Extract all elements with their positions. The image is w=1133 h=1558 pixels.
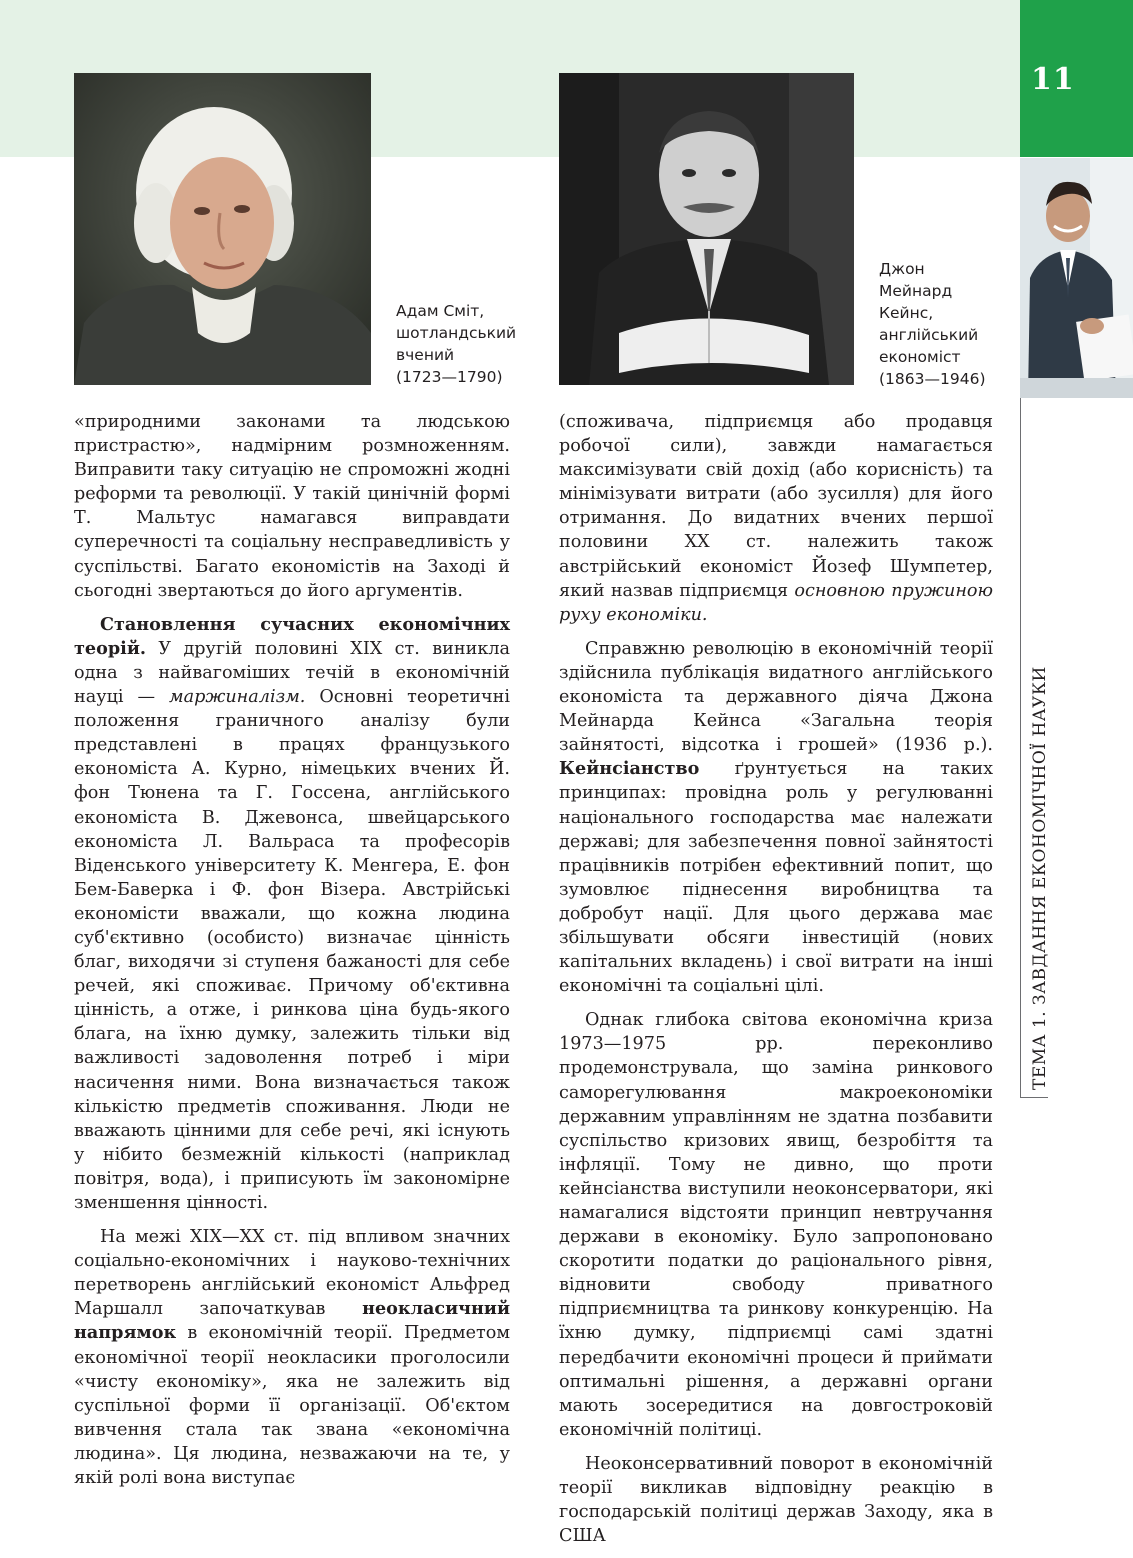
paragraph-text: ґрунтується на таких принципах: провідна роль у регулюванні національного господарства має належати державі; для забезпечення повної зайнятості працівників потрібен ефективний попит, що зумовлює піднесення виробництва та добробут нації. Для цього держава має збільшувати обсяги інвестицій (нових капітальних вкладень) і свої витрати на інші економічні та соціальні цілі. <box>559 759 993 997</box>
caption-line: Адам Сміт, <box>396 302 485 320</box>
side-rule <box>1020 398 1021 1098</box>
caption-line: вчений <box>396 346 455 364</box>
paragraph: Неоконсервативний поворот в економічній теорії викликав відповідну реакцію в господарській політиці держав Заходу, яка в США <box>559 1453 993 1547</box>
caption-line: (1863—1946) <box>879 370 986 388</box>
section-heading: Становлення сучасних економічних теорій. <box>74 613 510 659</box>
page-number: 11 <box>1031 62 1075 97</box>
paragraph <box>559 637 993 998</box>
topic-title-vertical: ТЕМА 1. ЗАВДАННЯ ЕКОНОМІЧНОЇ НАУКИ <box>1030 666 1050 1090</box>
text-column-left <box>74 410 510 1500</box>
caption-line: (1723—1790) <box>396 368 503 386</box>
caption-line: Джон <box>879 260 925 278</box>
paragraph: «природними законами та людською пристрастю», надмірним розмноженням. Виправити таку ситуацію не спроможні жодні реформи та революції. У такій цинічній формі Т. Мальтус намагався виправдати суперечності та соціальну несправедливість у суспільстві. Багато економістів на Заході й сьогодні звертаються до його аргументів. <box>74 412 510 601</box>
portrait-john-maynard-keynes <box>559 73 854 385</box>
caption-line: Мейнард <box>879 282 953 300</box>
paragraph <box>74 1225 510 1490</box>
paragraph-text: Справжню революцію в економічній теорії здійснила публікація видатного англійського економіста та державного діяча Джона Мейнарда Кейнса «Загальна теорія зайнятості, відсотка і грошей» (1936 р.). <box>559 638 993 756</box>
side-rule-tick <box>1020 1097 1048 1098</box>
text-column-right <box>559 410 993 1558</box>
caption-line: англійський <box>879 326 979 344</box>
term-bold: Кейнсіанство <box>559 758 700 780</box>
term-italic: основною пружиною руху економіки. <box>559 580 993 625</box>
paragraph <box>559 410 993 627</box>
caption-line: Кейнс, <box>879 304 934 322</box>
caption-line: економіст <box>879 348 961 366</box>
term-bold: неокласичний напрямок <box>74 1298 510 1344</box>
paragraph: Однак глибока світова економічна криза 1973—1975 рр. переконливо продемонструвала, що заміна ринкового саморегулювання макроекономіки державним управлінням не здатна позбавити суспільство кризових явищ, безробіття та інфляції. Тому не дивно, що проти кейнсіанства виступили неоконсерватори, які намагалися відстояти принцип невтручання держави в економіку. Було запропоновано скоротити податки до раціонального рівня, відновити свободу приватного підприємництва та ринкову конкуренцію. На їхню думку, підприємці самі здатні передбачити економічні процеси й приймати оптимальні рішення, а державні органи мають зосередитися на довгостроковій економічній політиці. <box>559 1010 993 1440</box>
caption-adam-smith <box>396 300 516 388</box>
side-photo-businessman <box>1020 158 1133 398</box>
paragraph-text: Основні теоретичні положення граничного аналізу були представлені в працях французького економіста А. Курно, німецьких вчених Й. фон Тюнена та Г. Госсена, англійського економіста В. Джевонса, швейцарського економіста Л. Вальраса та професорів Віденського університету К. Менгера, Е. фон Бем-Баверка і Ф. фон Візера. Австрійські економісти вважали, що кожна людина суб'єктивно (особисто) визначає цінність благ, виходячи зі ступеня бажаності для себе речей, які споживає. Причому об'єктивна цінність, а отже, і ринкова ціна будь-якого блага, на їхню думку, залежить тільки від важливості задоволення потреб і міри насичення ними. Вона визначається також кількістю предметів споживання. Люди не вважають цінними для себе речі, які існують у нібито безмежній кількості (наприклад повітря, вода), і приписують їм закономірне зменшення цінності. <box>74 687 510 1213</box>
portrait-adam-smith <box>74 73 371 385</box>
paragraph <box>74 613 510 1215</box>
paragraph-text: (споживача, підприємця або продавця робочої сили), завжди намагається максимізувати свій дохід (або корисність) та мінімізувати витрати (або зусилля) для його отримання. До видатних вчених першої половини XX ст. належить також австрійський економіст Йозеф Шумпетер, який назвав підприємця <box>559 412 993 601</box>
paragraph-text: У другій половині XIX ст. виникла одна з найвагоміших течій в економічній науці — <box>74 638 510 708</box>
paragraph-text: На межі XIX—XX ст. під впливом значних соціально-економічних і науково-технічних перетворень англійський економіст Альфред Маршалл започаткував <box>74 1227 510 1320</box>
caption-keynes <box>879 258 986 390</box>
caption-line: шотландський <box>396 324 517 342</box>
paragraph-text: в економічній теорії. Предметом економічної теорії неокласики проголосили «чисту економіку», яка не залежить від суспільної форми її організації. Об'єктом вивчення стала так звана «економічна людина». Ця людина, незважаючи на те, у якій ролі вона виступає <box>74 1323 510 1489</box>
term-italic: маржиналізм. <box>169 687 306 708</box>
